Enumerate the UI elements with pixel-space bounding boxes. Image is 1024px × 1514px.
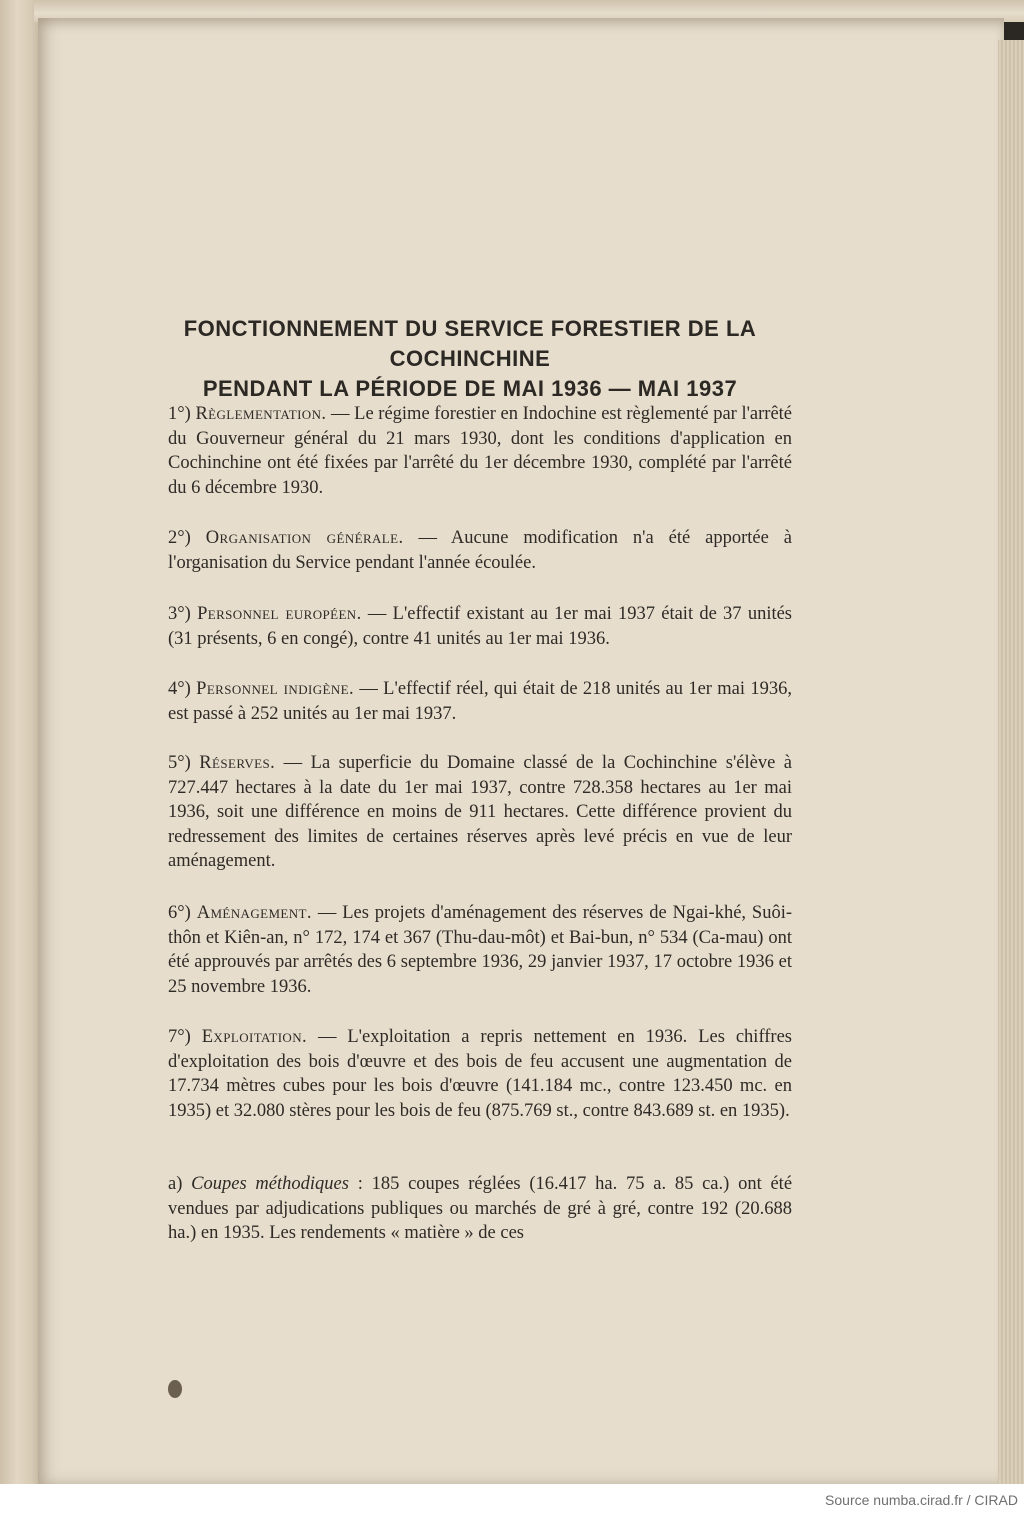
section-reglementation (168, 402, 792, 500)
section-text: — La superficie du Domaine classé de la Cochinchine s'élève à 727.447 hectares à la date du 1er mai 1937, contre 728.358 hectares au 1er mai 1936, soit une différence en moins de 911 hectares. Cette différence provient du redressement des limites de certaines réserves après levé précis en vue de leur aménagement. (168, 753, 792, 872)
page-stack-edge (998, 40, 1024, 1484)
binding-hole (168, 1380, 182, 1398)
section-heading: Personnel européen. (197, 604, 362, 624)
section-text: — Aucune modification n'a été apportée à l'organisation du Service pendant l'année écoulée. (168, 528, 793, 573)
source-credit: Source numba.cirad.fr / CIRAD (825, 1492, 1018, 1508)
section-text: — L'effectif réel, qui était de 218 unités au 1er mai 1936, est passé à 252 unités au 1er mai 1937. (168, 679, 792, 724)
section-personnel-indigene (168, 677, 792, 726)
section-text: — Le régime forestier en Indochine est règlementé par l'arrêté du Gouverneur général du 21 mars 1930, dont les conditions d'application en Cochinchine ont été fixées par l'arrêté du 1er décembre 1930, complété par l'arrêté du 6 décembre 1930. (168, 404, 793, 498)
section-text: — L'exploitation a repris nettement en 1936. Les chiffres d'exploitation des bois d'œuvre et des bois de feu accusent une augmentation de 17.734 mètres cubes pour les bois d'œuvre (141.184 mc., contre 123.450 mc. en 1935) et 32.080 stères pour les bois de feu (875.769 st., contre 843.689 st. en 1935). (168, 1027, 793, 1121)
section-personnel-europeen (168, 602, 792, 651)
section-heading: Aménagement. (196, 903, 312, 923)
section-heading: Personnel indigène. (196, 679, 354, 699)
section-number: 2°) (168, 528, 191, 548)
section-number: 5°) (168, 753, 191, 773)
subsection-number: a) (168, 1174, 183, 1194)
document-title (120, 314, 820, 404)
section-number: 3°) (168, 604, 191, 624)
subsection-heading: Coupes méthodiques (191, 1174, 349, 1194)
section-heading: Règlementation. (195, 404, 327, 424)
section-number: 4°) (168, 679, 191, 699)
title-line-1: FONCTIONNEMENT DU SERVICE FORESTIER DE LA COCHINCHINE (183, 316, 757, 371)
section-text: — Les projets d'aménagement des réserves de Ngai-khé, Suôi-thôn et Kiên-an, n° 172, 174 et 367 (Thu-dau-môt) et Bai-bun, n° 534 (Ca-mau) ont été approuvés par arrêtés des 6 septembre 1936, 29 janvier 1937, 17 octobre 1936 et 25 novembre 1936. (168, 903, 793, 997)
binding-edge (0, 0, 42, 1484)
section-text: — L'effectif existant au 1er mai 1937 était de 37 unités (31 présents, 6 en congé), contre 41 unités au 1er mai 1936. (168, 604, 793, 649)
subsection-text: : 185 coupes réglées (16.417 ha. 75 a. 85 ca.) ont été vendues par adjudications publiques ou marchés de gré à gré, contre 192 (20.688 ha.) en 1935. Les rendements « matière » de ces (168, 1174, 793, 1244)
section-organisation (168, 526, 792, 575)
section-number: 6°) (168, 903, 191, 923)
section-heading: Exploitation. (201, 1027, 308, 1047)
title-line-2: PENDANT LA PÉRIODE DE MAI 1936 — MAI 1937 (202, 376, 738, 401)
subsection-coupes-methodiques (168, 1172, 792, 1246)
section-heading: Réserves. (199, 753, 276, 773)
section-heading: Organisation générale. (205, 528, 404, 548)
section-reserves (168, 751, 792, 874)
section-number: 1°) (168, 404, 191, 424)
section-number: 7°) (168, 1027, 191, 1047)
section-amenagement (168, 901, 792, 999)
section-exploitation (168, 1025, 792, 1123)
